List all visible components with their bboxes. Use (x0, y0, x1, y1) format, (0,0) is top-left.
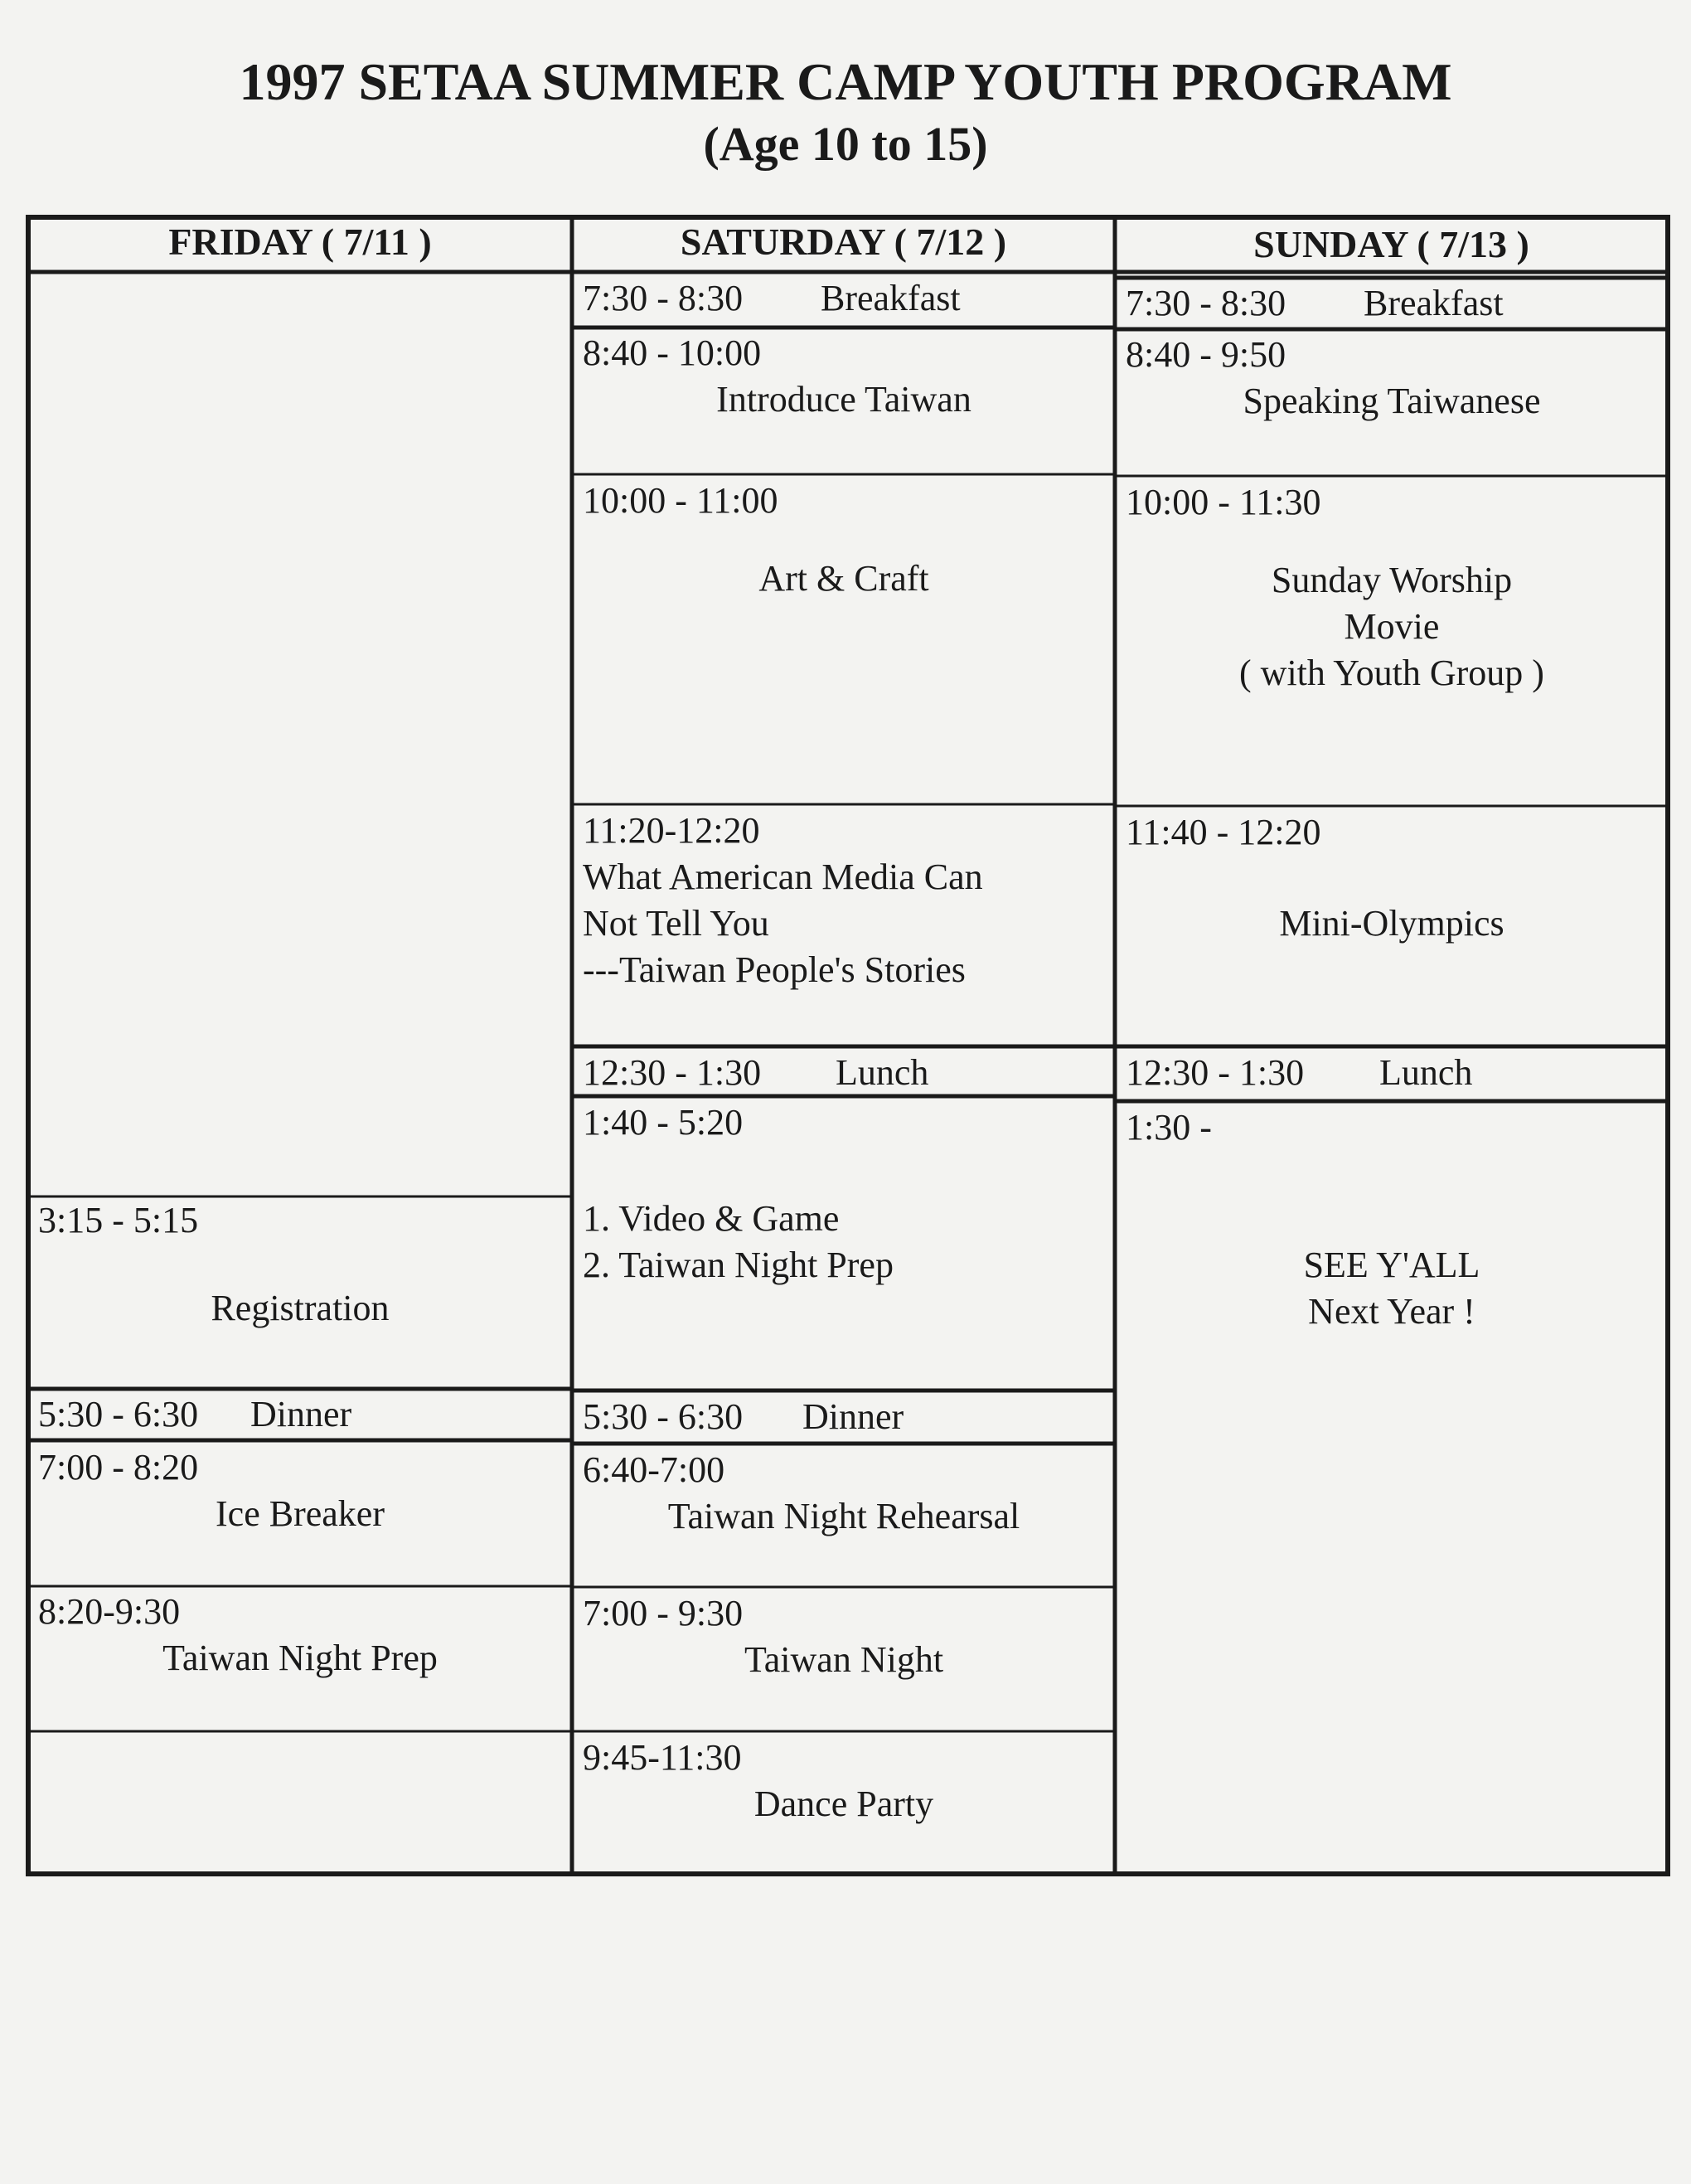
slot-time: 7:30 - 8:30 (583, 278, 744, 318)
slot-event: Lunch (1379, 1052, 1473, 1093)
saturday-slot-lunch (574, 1046, 1113, 1096)
column-header-friday: FRIDAY ( 7/11 ) (168, 221, 432, 263)
page-title: 1997 SETAA SUMMER CAMP YOUTH PROGRAM (239, 52, 1452, 111)
slot-time: 9:45-11:30 (583, 1737, 742, 1778)
column-header-saturday: SATURDAY ( 7/12 ) (680, 221, 1007, 263)
slot-time: 8:20-9:30 (38, 1591, 181, 1632)
slot-event-line: Movie (1344, 606, 1440, 647)
saturday-slot-introduce-taiwan (574, 327, 1113, 474)
slot-event: Breakfast (1364, 283, 1504, 323)
slot-event: Breakfast (821, 278, 961, 318)
friday-slot-ice-breaker (30, 1441, 570, 1586)
slot-event: Lunch (836, 1052, 929, 1093)
slot-event-line: Not Tell You (583, 903, 769, 944)
slot-event: Taiwan Night Prep (162, 1638, 438, 1678)
slot-time: 5:30 - 6:30 (583, 1396, 744, 1437)
sunday-slot-mini-olympics (1117, 806, 1666, 1046)
slot-time: 12:30 - 1:30 (1126, 1052, 1305, 1093)
slot-time: 7:00 - 8:20 (38, 1447, 199, 1488)
saturday-slot-dinner (574, 1390, 1113, 1444)
sunday-slot-speaking-taiwanese (1117, 328, 1666, 476)
sunday-slot-worship (1117, 476, 1666, 806)
slot-time: 10:00 - 11:00 (583, 480, 778, 521)
slot-time: 5:30 - 6:30 (38, 1394, 199, 1434)
slot-time: 12:30 - 1:30 (583, 1052, 762, 1093)
slot-time: 11:40 - 12:20 (1126, 812, 1321, 852)
slot-time: 8:40 - 10:00 (583, 332, 762, 373)
slot-time: 1:30 - (1126, 1107, 1212, 1148)
slot-event-line: SEE Y'ALL (1303, 1245, 1480, 1285)
slot-event: Speaking Taiwanese (1243, 381, 1541, 421)
slot-event-line: Next Year ! (1308, 1291, 1475, 1332)
slot-event: Registration (211, 1288, 390, 1328)
slot-time: 7:00 - 9:30 (583, 1593, 744, 1633)
slot-event-line: 1. Video & Game (583, 1198, 840, 1239)
slot-event: Taiwan Night (744, 1639, 944, 1680)
slot-event: Dinner (802, 1396, 904, 1437)
slot-event-line: ( with Youth Group ) (1239, 653, 1544, 693)
saturday-slot-video-game (574, 1096, 1113, 1390)
slot-time: 10:00 - 11:30 (1126, 482, 1321, 522)
slot-event-line: ---Taiwan People's Stories (583, 949, 966, 990)
slot-time: 1:40 - 5:20 (583, 1102, 744, 1143)
friday-slot-registration (30, 1194, 570, 1389)
sunday-slot-breakfast (1117, 277, 1666, 328)
slot-time: 8:40 - 9:50 (1126, 334, 1286, 375)
saturday-slot-art-craft (574, 474, 1113, 804)
page-subtitle: (Age 10 to 15) (703, 117, 988, 171)
slot-time: 7:30 - 8:30 (1126, 283, 1286, 323)
slot-event: Dance Party (753, 1784, 934, 1824)
slot-time: 6:40-7:00 (583, 1449, 725, 1490)
saturday-slot-media (574, 804, 1113, 1046)
slot-event: Introduce Taiwan (716, 379, 971, 420)
slot-time: 11:20-12:20 (583, 810, 760, 851)
slot-event: Mini-Olympics (1279, 903, 1504, 944)
slot-event: Ice Breaker (216, 1493, 385, 1534)
slot-time: 3:15 - 5:15 (38, 1200, 199, 1240)
friday-slot-taiwan-night-prep (30, 1585, 570, 1731)
friday-slot-dinner (30, 1388, 570, 1439)
slot-event: Art & Craft (758, 558, 929, 599)
slot-event-line: What American Media Can (583, 857, 983, 897)
slot-event-line: 2. Taiwan Night Prep (583, 1245, 894, 1285)
sunday-slot-lunch (1117, 1046, 1666, 1101)
sunday-slot-see-yall (1117, 1101, 1666, 1872)
saturday-slot-dance-party (574, 1731, 1113, 1872)
saturday-slot-taiwan-night (574, 1587, 1113, 1731)
saturday-slot-rehearsal (574, 1444, 1113, 1587)
slot-event-line: Sunday Worship (1271, 560, 1513, 600)
column-header-sunday: SUNDAY ( 7/13 ) (1253, 223, 1529, 265)
slot-event: Dinner (250, 1394, 352, 1434)
saturday-slot-breakfast (574, 272, 1113, 327)
slot-event: Taiwan Night Rehearsal (667, 1496, 1020, 1536)
